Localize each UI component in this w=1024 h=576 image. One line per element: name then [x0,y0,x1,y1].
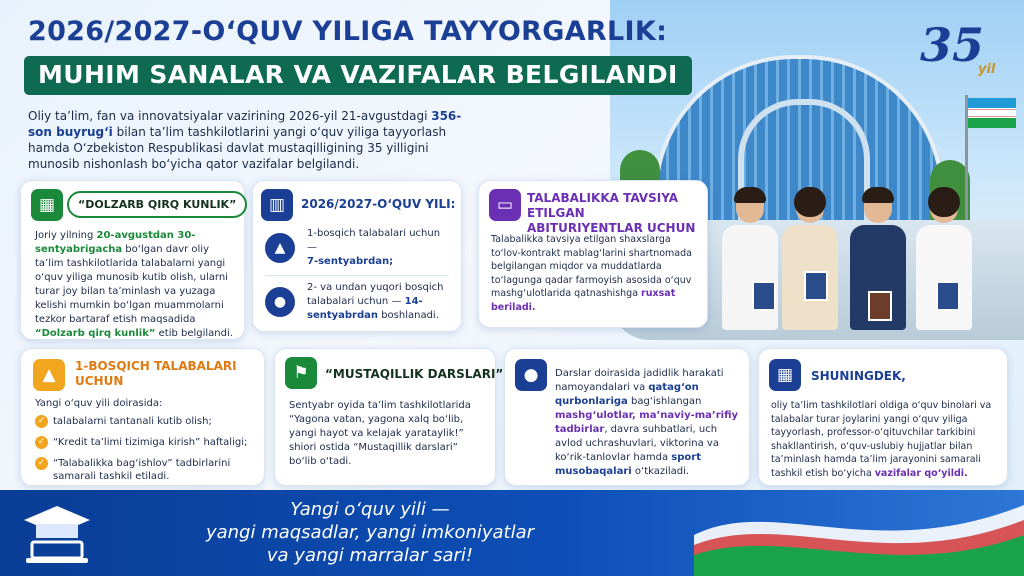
student-figure [850,191,906,330]
card-title: 2026/2027-O‘QUV YILI: [301,197,456,211]
graduation-cap-icon: ▲ [33,359,65,391]
list-item: ✓ “Kredit ta’limi tizimiga kirish” haftaligi; [35,436,265,449]
card-independence-lessons [274,348,504,486]
student-figure [722,191,778,330]
checkmark-icon: ✓ [35,457,48,470]
flag-wave-decoration [694,475,1024,576]
checkmark-icon: ✓ [35,436,48,449]
card-lead: Yangi o‘quv yili doirasida: [35,398,163,409]
book-icon: ▥ [261,189,293,221]
group-icon: ● [515,359,547,391]
card-also [758,348,1008,486]
page-subtitle: MUHIM SANALAR VA VAZIFALAR BELGILANDI [24,56,692,95]
card-body: Sentyabr oyida ta’lim tashkilotlarida “Yagona vatan, yagona xalq bo‘lib, yangi hayot va kelajak yarataylik!” shiori ostida “Mustaqillik darslari” bo‘lib o‘tadi. [289,400,471,467]
page-title: 2026/2027-O‘QUV YILIGA TAYYORGARLIK: [28,16,668,47]
card-title: SHUNINGDEK, [811,369,906,383]
anniversary-badge: 35 yil [920,18,996,77]
card-body: Joriy yilning 20-avgustdan 30-sentyabrigacha bo‘lgan davr oliy ta’lim tashkilotlarida talabalarni yangi o‘quv yiliga munosib kutib olish, ularni turar joy bilan ta’minlash va yuzaga kelishi mumkin bo‘lgan muammolarni tezkor bartaraf etish maqsadida “Dolzarb qirq kunlik” etib belgilandi. [35,230,233,339]
checklist [35,415,265,491]
student-figure [782,191,838,330]
footer-slogan: Yangi o‘quv yili — yangi maqsadlar, yangi imkoniyatlar va yangi marralar sari! [205,499,535,566]
card-academic-year [252,180,462,332]
card-title: “DOLZARB QIRQ KUNLIK” [67,191,247,218]
graduation-cap-icon: ▲ [265,233,295,263]
card-body: Darslar doirasida jadidlik harakati namoyandalari va qatag‘on qurbonlariga bag‘ishlangan mashg‘ulotlar, ma’naviy-ma’rifiy tadbirlar, davra suhbatlari, uch avlod uchrashuvlari, viktorina va ko‘rik-tanlovlar hamda sport musobaqalari o‘tkaziladi. [555,368,739,477]
card-dolzarb-qirq-kunlik [20,180,245,340]
list-item: ✓ “Talabalikka bag‘ishlov” tadbirlarini samarali tashkil etiladi. [35,457,265,483]
money-icon: ▭ [489,189,521,221]
intro-paragraph: Oliy ta’lim, fan va innovatsiyalar vazirining 2026-yil 21-avgustdagi 356-son buyrug‘i bilan ta’lim tashkilotlarini yangi o‘quv yiliga tayyorlash hamda O‘zbekiston Respublikasi davlat mustaqilligining 35 yilligini munosib nishonlash bo‘yicha qator vazifalar belgilandi. [28,109,462,171]
card-title: “MUSTAQILLIK DARSLARI” [325,367,504,381]
card-lesson-activities [504,348,750,486]
calendar-icon: ▦ [31,189,63,221]
upper-year-start-row: ● 2- va undan yuqori bosqich talabalari uchun — 14-sentyabrdan boshlanadi. [265,281,449,325]
card-body: oliy ta’lim tashkilotlari oldiga o‘quv binolari va talabalar turar joylarini yangi o‘quv yiliga tayyorlash, professor-o‘qituvchilar tarkibini shakllantirish, o‘quv-uslubiy hujjatlar bilan ta’minlash hamda ta’lim jarayonini samarali tashkil etish bo‘yicha vazifalar qo‘yildi. [771,400,992,479]
uzbekistan-flag [968,98,1016,128]
graduation-laptop-icon [22,502,92,566]
card-recommended-applicants [478,180,708,328]
group-icon: ● [265,287,295,317]
student-figure [916,191,972,330]
card-body: Talabalikka tavsiya etilgan shaxslarga to‘lov-kontrakt mablag‘larini shartnomada belgilangan miqdor va muddatlarda to‘lagunga qadar farmoyish asosida o‘quv mashg‘ulotlarida qatnashishga ruxsat beriladi. [491,234,692,313]
checkmark-icon: ✓ [35,415,48,428]
calendar-icon: ▦ [769,359,801,391]
flag-icon: ⚑ [285,357,317,389]
card-title: 1-BOSQICH TALABALARI UCHUN [75,359,237,388]
card-first-year-students [20,348,265,486]
list-item: ✓ talabalarni tantanali kutib olish; [35,415,265,428]
first-year-start-row: ▲ 1-bosqich talabalari uchun — 7-sentyabrdan; [265,227,449,271]
card-title: TALABALIKKA TAVSIYA ETILGAN ABITURIYENTLAR UCHUN [527,191,696,235]
